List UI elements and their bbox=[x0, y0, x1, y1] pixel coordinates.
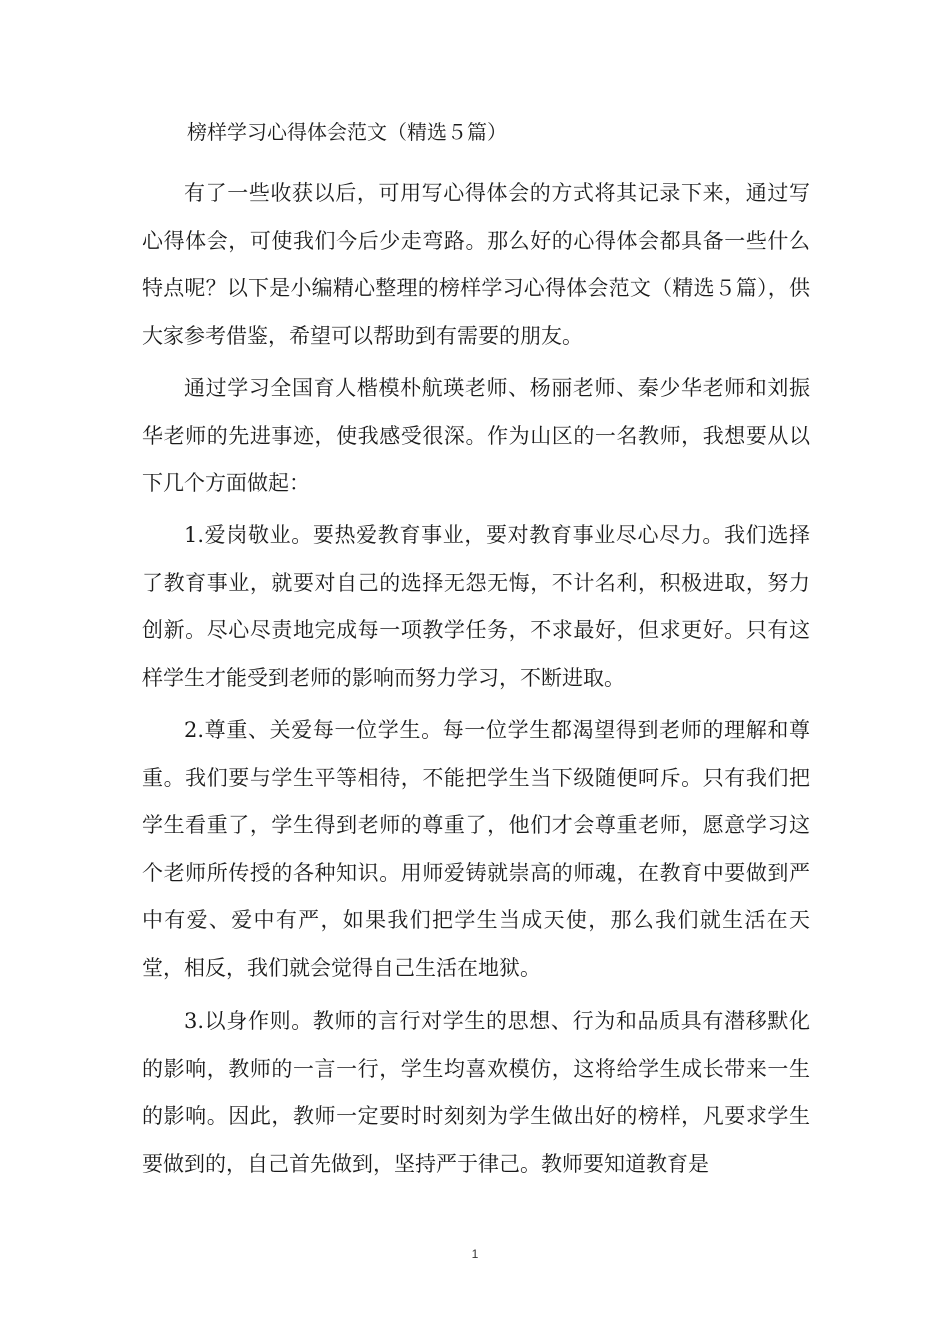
paragraph-point-2: 2.尊重、关爱每一位学生。每一位学生都渴望得到老师的理解和尊重。我们要与学生平等相待，不能把学生当下级随便呵斥。只有我们把学生看重了，学生得到老师的尊重了，他们才会尊重老师，愿意学习这个老师所传授的各种知识。用师爱铸就崇高的师魂，在教育中要做到严中有爱、爱中有严，如果我们把学生当成天使，那么我们就生活在天堂，相反，我们就会觉得自己生活在地狱。 bbox=[142, 718, 810, 980]
document-title: 榜样学习心得体会范文（精选５篇） bbox=[187, 120, 507, 144]
paragraph-intro: 有了一些收获以后，可用写心得体会的方式将其记录下来，通过写心得体会，可使我们今后少走弯路。那么好的心得体会都具备一些什么特点呢？以下是小编精心整理的榜样学习心得体会范文（精选５篇），供大家参考借鉴，希望可以帮助到有需要的朋友。 bbox=[142, 181, 810, 348]
paragraph-point-3: 3.以身作则。教师的言行对学生的思想、行为和品质具有潜移默化的影响，教师的一言一行，学生均喜欢模仿，这将给学生成长带来一生的影响。因此，教师一定要时时刻刻为学生做出好的榜样，凡要求学生要做到的，自己首先做到，坚持严于律己。教师要知道教育是 bbox=[142, 1009, 810, 1176]
paragraph-study: 通过学习全国育人楷模朴航瑛老师、杨丽老师、秦少华老师和刘振华老师的先进事迹，使我感受很深。作为山区的一名教师，我想要从以下几个方面做起： bbox=[142, 376, 810, 495]
page-number: 1 bbox=[471, 1247, 479, 1261]
paragraph-point-1: 1.爱岗敬业。要热爱教育事业，要对教育事业尽心尽力。我们选择了教育事业，就要对自己的选择无怨无悔，不计名利，积极进取，努力创新。尽心尽责地完成每一项教学任务，不求最好，但求更好。只有这样学生才能受到老师的影响而努力学习，不断进取。 bbox=[142, 523, 810, 690]
